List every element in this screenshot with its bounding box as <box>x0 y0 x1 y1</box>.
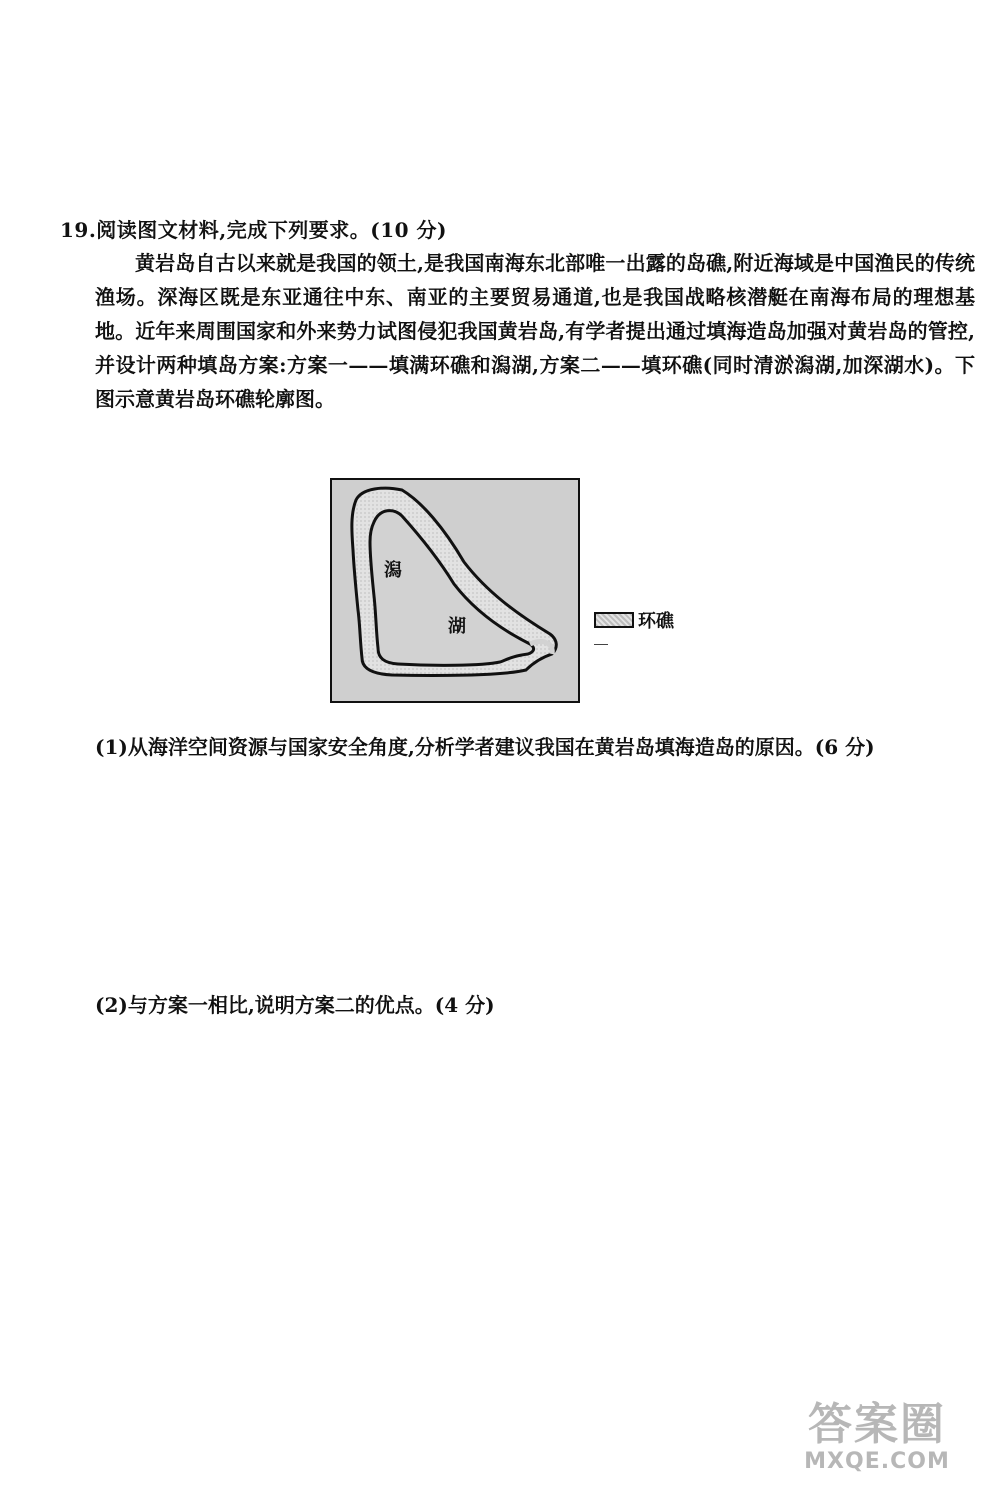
atoll-outline-map <box>330 478 580 703</box>
lagoon-label-2: 湖 <box>448 616 466 637</box>
atoll-map-drawing <box>332 480 578 701</box>
reef-legend-label: 环礁 <box>638 611 674 632</box>
legend-tick <box>594 644 608 645</box>
sub-question-1: (1)从海洋空间资源与国家安全角度,分析学者建议我国在黄岩岛填海造岛的原因。(6 分) <box>95 735 875 759</box>
site-watermark <box>782 1401 972 1474</box>
question-passage <box>95 246 975 416</box>
lagoon-inner-outline <box>370 511 534 666</box>
passage-text: 黄岩岛自古以来就是我国的领土,是我国南海东北部唯一出露的岛礁,附近海域是中国渔民的传统渔场。深海区既是东亚通往中东、南亚的主要贸易通道,也是我国战略核潜艇在南海布局的理想基地。近年来周围国家和外来势力试图侵犯我国黄岩岛,有学者提出通过填海造岛加强对黄岩岛的管控,并设计两种填岛方案:方案一——填满环礁和潟湖,方案二——填环礁(同时清淤潟湖,加深湖水)。下图示意黄岩岛环礁轮廓图。 <box>95 251 975 411</box>
map-legend <box>594 607 674 633</box>
watermark-site: MXQE.COM <box>804 1449 950 1474</box>
reef-legend-swatch <box>594 612 634 628</box>
sub-question-2: (2)与方案一相比,说明方案二的优点。(4 分) <box>95 993 495 1017</box>
question-title: 19.阅读图文材料,完成下列要求。(10 分) <box>60 218 447 242</box>
lagoon-label-1: 潟 <box>384 560 402 581</box>
watermark-logo: 答案圈 <box>808 1399 946 1450</box>
